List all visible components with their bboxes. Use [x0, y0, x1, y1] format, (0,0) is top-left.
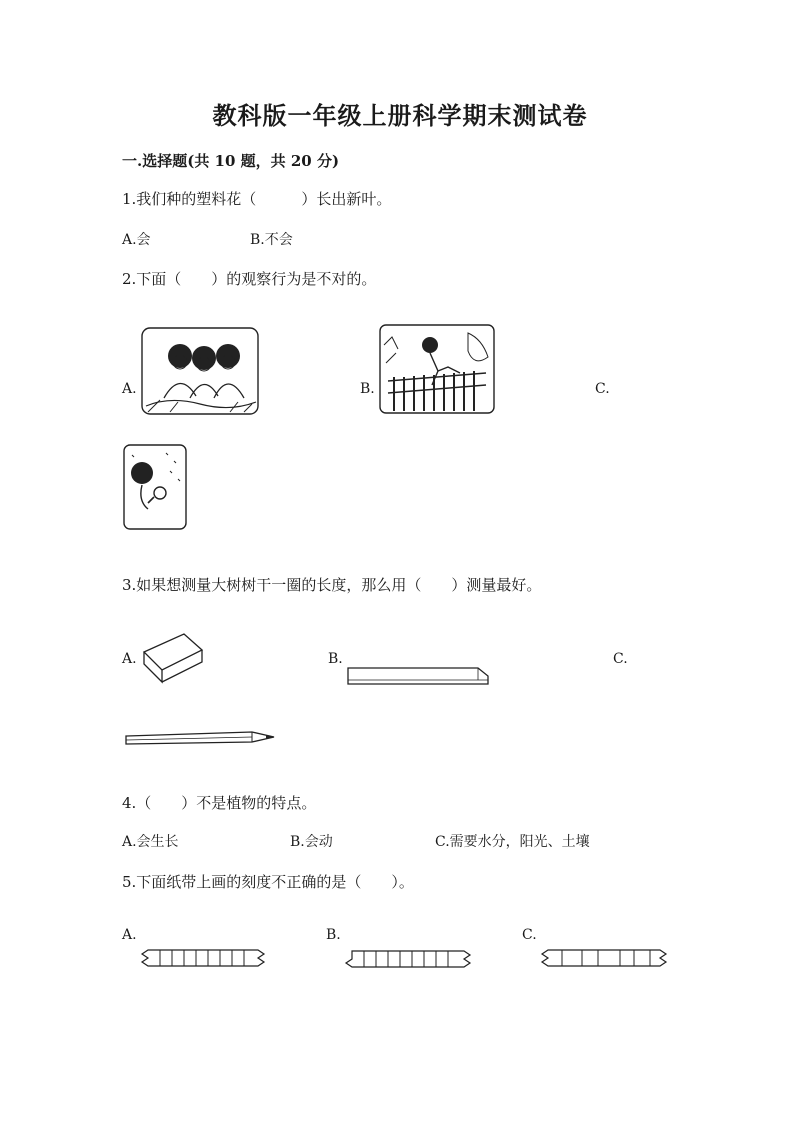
paper-strip-scale-icon	[140, 946, 268, 970]
pencil-icon	[124, 730, 276, 746]
question-5-option-a[interactable]: A.	[122, 927, 137, 943]
question-4-option-b[interactable]: B.会动	[290, 834, 333, 850]
question-4-option-a[interactable]: A.会生长	[122, 834, 179, 850]
paper-strip-scale-icon	[342, 948, 474, 970]
eraser-icon	[140, 628, 206, 686]
question-1-stem: 1.我们种的塑料花（ ）长出新叶。	[122, 190, 392, 208]
girl-leaning-over-fence-icon	[378, 323, 496, 415]
question-2-stem: 2.下面（ ）的观察行为是不对的。	[122, 270, 377, 288]
question-3-stem: 3.如果想测量大树树干一圈的长度，那么用（ ）测量最好。	[122, 576, 542, 594]
question-3-option-b[interactable]: B.	[328, 651, 343, 667]
question-3-option-a[interactable]: A.	[122, 651, 137, 667]
page-title: 教科版一年级上册科学期末测试卷	[212, 101, 588, 130]
question-5-option-b[interactable]: B.	[326, 927, 341, 943]
ruler-strip-icon	[346, 664, 490, 686]
question-1-option-b[interactable]: B.不会	[250, 232, 293, 248]
question-5-stem: 5.下面纸带上画的刻度不正确的是（ ）。	[122, 873, 414, 891]
question-3-option-c[interactable]: C.	[613, 651, 628, 667]
question-5-option-c[interactable]: C.	[522, 927, 537, 943]
question-2-option-a[interactable]: A.	[122, 381, 137, 397]
children-looking-at-ground-icon	[140, 326, 260, 416]
question-4-option-c[interactable]: C.需要水分，阳光、土壤	[435, 834, 590, 850]
section-heading: 一.选择题(共 10 题，共 20 分)	[122, 152, 340, 170]
question-2-option-b[interactable]: B.	[360, 381, 375, 397]
question-4-stem: 4.（ ）不是植物的特点。	[122, 794, 317, 812]
question-1-option-a[interactable]: A.会	[122, 232, 151, 248]
paper-strip-scale-icon	[540, 946, 670, 970]
child-looking-through-magnifier-icon	[122, 443, 188, 531]
question-2-option-c[interactable]: C.	[595, 381, 610, 397]
